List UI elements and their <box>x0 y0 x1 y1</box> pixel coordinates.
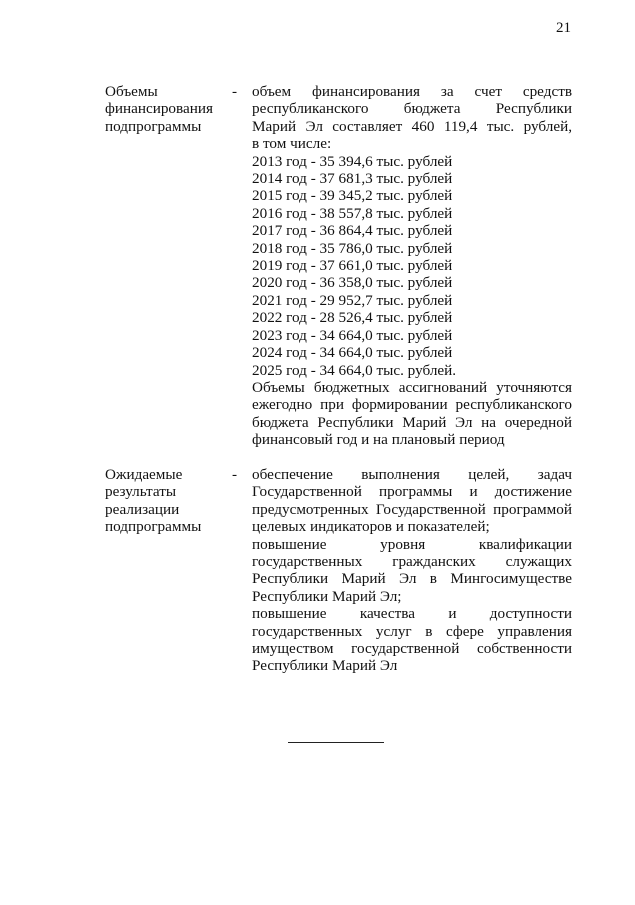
result-line: обеспечение выполнения целей, задач <box>252 466 572 483</box>
result-line: Республики Марий Эл <box>252 657 398 675</box>
result-line: предусмотренных Государственной программой <box>252 500 572 518</box>
year-amount-line: 2024 год - 34 664,0 тыс. рублей <box>252 344 453 362</box>
note-line: ежегодно при формировании республиканского <box>252 396 572 414</box>
result-line: государственных услуг в сфере управления <box>252 622 572 640</box>
results-content <box>252 466 572 675</box>
result-line: Республики Марий Эл; <box>252 587 402 605</box>
year-amount-line: 2025 год - 34 664,0 тыс. рублей. <box>252 361 457 379</box>
content-line: республиканского бюджета Республики <box>252 100 572 118</box>
year-amount-line: 2023 год - 34 664,0 тыс. рублей <box>252 326 453 344</box>
result-line: целевых индикаторов и показателей; <box>252 518 490 536</box>
year-amount-line: 2022 год - 28 526,4 тыс. рублей <box>252 309 453 327</box>
label-line: финансирования <box>105 100 213 118</box>
result-line: Республики Марий Эл в Мингосимуществе <box>252 570 572 588</box>
page-number: 21 <box>556 20 571 36</box>
note-line: Объемы бюджетных ассигнований уточняются <box>252 378 572 396</box>
content-line: Марий Эл составляет 460 119,4 тыс. рублей, <box>252 117 572 135</box>
label-line: реализации <box>105 500 180 518</box>
label-line: подпрограммы <box>105 117 202 135</box>
result-line: Государственной программы и достижение <box>252 483 572 501</box>
results-label <box>105 466 225 536</box>
label-line: результаты <box>105 483 177 501</box>
year-amount-line: 2017 год - 36 864,4 тыс. рублей <box>252 222 453 240</box>
year-amount-line: 2013 год - 35 394,6 тыс. рублей <box>252 152 453 170</box>
year-amount-line: 2020 год - 36 358,0 тыс. рублей <box>252 274 453 292</box>
result-line: государственных гражданских служащих <box>252 553 572 571</box>
result-line: повышение уровня квалификации <box>252 535 572 553</box>
label-line: Ожидаемые <box>105 466 183 483</box>
result-line: имуществом государственной собственности <box>252 640 572 658</box>
financing-label <box>105 83 225 135</box>
year-amount-line: 2015 год - 39 345,2 тыс. рублей <box>252 187 453 205</box>
note-line: финансовый год и на плановый период <box>252 431 505 449</box>
label-line: Объемы <box>105 83 158 100</box>
label-line: подпрограммы <box>105 518 202 536</box>
note-line: бюджета Республики Марий Эл на очередной <box>252 413 572 431</box>
year-amount-line: 2018 год - 35 786,0 тыс. рублей <box>252 239 453 257</box>
result-line: повышение качества и доступности <box>252 605 572 623</box>
financing-content <box>252 83 572 449</box>
footer-rule <box>288 742 384 743</box>
year-amount-line: 2014 год - 37 681,3 тыс. рублей <box>252 170 453 188</box>
content-line: в том числе: <box>252 135 332 153</box>
separator-dash: - <box>232 466 238 483</box>
separator-dash: - <box>232 83 238 100</box>
year-amount-line: 2016 год - 38 557,8 тыс. рублей <box>252 204 453 222</box>
year-amount-line: 2019 год - 37 661,0 тыс. рублей <box>252 257 453 275</box>
content-line: объем финансирования за счет средств <box>252 83 572 100</box>
year-amount-line: 2021 год - 29 952,7 тыс. рублей <box>252 291 453 309</box>
